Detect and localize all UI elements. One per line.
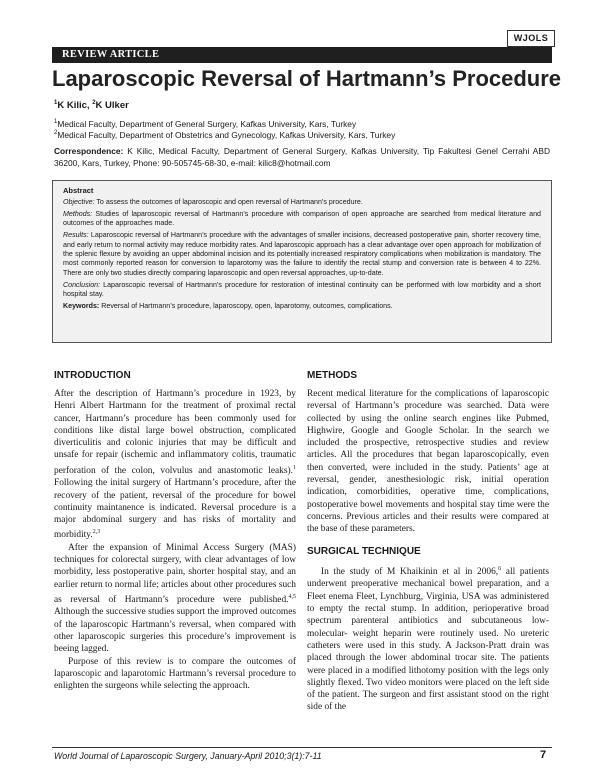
affiliation-2 <box>54 128 395 141</box>
methods-paragraph: Recent medical literature for the complications of laparoscopic reversal of Hartmann’s procedure was searched. Data were collected by using the online search engines like Pubmed, Highwire, Google and Google Scholar. In the search we included the prospective, retrospective studies and review articles. All the procedures that began laparoscopically, even then converted, were included in the study. Patients’ age at reversal, gender, anesthesiologic risk, initial operation indication, comorbidities, operative time, complications, postoperative bowel movements and hospital stay time were the concerns. Previous articles and their results were compared at the base of these parameters. <box>307 389 549 535</box>
journal-tag: WJOLS <box>507 30 555 47</box>
intro-paragraph-3: Purpose of this review is to compare the outcomes of laparoscopic and laparotomic Hartmann’s reversal procedure to enlighten the surgeons while selecting the approach. <box>54 656 296 692</box>
abstract-objective <box>63 198 541 207</box>
correspondence <box>54 146 550 169</box>
intro-paragraph-1 <box>54 388 296 542</box>
affiliation-1-sup: 1 <box>54 119 58 125</box>
author-2-sup: 2 <box>92 100 96 106</box>
conclusion-text: Laparoscopic reversal of Hartmann’s procedure for restoration of intestinal continuity can be performed with low morbidity and a short hospital stay. <box>63 280 541 299</box>
footer-divider <box>52 747 552 748</box>
correspondence-label: Correspondence: <box>54 146 124 156</box>
article-title: Laparoscopic Reversal of Hartmann’s Procedure <box>52 66 562 91</box>
surgical-technique-heading: SURGICAL TECHNIQUE <box>307 546 421 557</box>
abstract-results <box>63 231 541 278</box>
technique-text-a: In the study of M Khaikinin et al in 2006, <box>321 567 499 578</box>
correspondence-text: K Kilic, Medical Faculty, Department of General Surgery, Kafkas University, Tip Fakultesi Genel Cerrahi ABD 36200, Kars, Turkey, Phone: 90-505745-68-30, e-mail: kilic8@hotmail.com <box>54 146 550 168</box>
objective-label: Objective: <box>63 197 95 206</box>
results-label: Results: <box>63 231 89 240</box>
affiliation-1-text: Medical Faculty, Department of General Surgery, Kafkas University, Kars, Turkey <box>57 118 357 129</box>
author-2-name: K Ulker <box>95 100 129 112</box>
author-list: $^1$K Kilic, $^2$K Ulker <box>54 100 129 112</box>
methods-text: Studies of laparoscopic reversal of Hartmann’s procedure with comparison of open approache are searched from medical literature and outcomes of the approaches made. <box>63 209 541 228</box>
footer-citation: World Journal of Laparoscopic Surgery, January-April 2010;3(1):7-11 <box>54 751 322 761</box>
page-number: 7 <box>540 749 547 761</box>
intro-p1-text-a: After the description of Hartmann’s procedure in 1923, by Henri Albert Hartmann for the treatment of proximal rectal cancer, Hartmann’s procedure has been commonly used for conditions like distal large bowel obstruction, complicated diverticulitis and colonic injuries that may be difficult and unsafe for repair (ischemic and inflammatory colitis, traumatic perforation of the colon, volvulus and anastomotic leaks). <box>54 389 296 476</box>
abstract-keywords <box>63 302 541 311</box>
intro-p1-text-b: Following the inital surgery of Hartmann’s procedure, after the recovery of the patient, reversal of the procedure for bowel continuity maintanence is indicated. Reversal procedure is a major abdominal surgery and has risks of mortality and morbidity. <box>54 478 296 541</box>
keywords-label: Keywords: <box>63 301 100 310</box>
methods-body <box>307 388 549 536</box>
methods-label: Methods: <box>63 209 93 218</box>
conclusion-label: Conclusion: <box>63 280 101 289</box>
technique-text-b: all patients underwent preoperative mechanical bowel preparation, and a Fleet enema Fleet, Lynchburg, Virginia, USA was administered to empty the rectal stump. In addition, perioperative broad spectrum parenteral antibiotics and subcutaneous low-molecular- weight heparin were routinely used. No ureteric catheters were used in this study. A Jackson-Pratt drain was placed through the lower abdominal trocar site. The patients were placed in a modified lithotomy position with the legs only slightly flexed. Two video monitors were placed on the left side of the patient. The surgeon and first assistant stood on the right side of the <box>307 567 550 713</box>
intro-p2-text-b: Although the successive studies support the improved outcomes of the laparoscopic Hartmann’s reversal, when compared with other laparoscopic surgeries this procedure’s improvement is beeing lagged. <box>54 607 296 655</box>
objective-text: To assess the outcomes of laparoscopic and open reversal of Hartmann’s procedure. <box>96 197 363 206</box>
technique-ref: 6 <box>498 566 502 572</box>
abstract-box <box>52 180 552 343</box>
author-1-name: K Kilic <box>57 100 87 112</box>
surgical-technique-body <box>307 563 549 714</box>
intro-p2-text-a: After the expansion of Minimal Access Surgery (MAS) techniques for colorectal surgery, with clear advantages of low morbidity, less postoperative pain, shorter hospital stay, and an earlier return to normal life; articles about other procedures such as reversal of Hartmann’s procedure were published. <box>54 542 296 606</box>
introduction-body <box>54 388 296 693</box>
section-label: REVIEW ARTICLE <box>52 47 552 63</box>
results-text: Laparoscopic reversal of Hartmann’s procedure with the advantages of smaller incisions, decreased postoperative pain, shorter recovery time, and early return to normal activity may reduce morbidity rates. And laparoscopic approach has a clear advantage over open approach for mobilization of the splenic flexure by avoiding an upper abdominal incision and its potentially increased respiratory complications when mobilization is mandatory. The most commonly reported reason for conversion to laparotomy was the failure to identify the rectal stump and conversion rate is between 4 to 22%. There are only two studies directly comparing laparoscopic and open reversal approaches, up-to-date. <box>63 231 541 277</box>
intro-ref-2: 2,3 <box>92 529 101 536</box>
abstract-heading: Abstract <box>63 186 94 195</box>
intro-ref-1: 1 <box>293 464 296 471</box>
author-1-sup: 1 <box>54 100 58 106</box>
introduction-heading: INTRODUCTION <box>54 370 131 381</box>
keywords-text: Reversal of Hartmann’s procedure, laparoscopy, open, laparotomy, outcomes, complications. <box>101 301 393 310</box>
intro-paragraph-2 <box>54 542 296 656</box>
intro-ref-3: 4,5 <box>288 594 296 600</box>
affiliation-2-sup: 2 <box>54 130 58 136</box>
affiliation-2-text: Medical Faculty, Department of Obstetrics and Gynecology, Kafkas University, Kars, Turkey <box>57 129 396 140</box>
methods-heading: METHODS <box>307 370 357 381</box>
abstract-methods <box>63 210 541 229</box>
abstract-conclusion <box>63 281 541 300</box>
technique-paragraph <box>307 563 549 714</box>
